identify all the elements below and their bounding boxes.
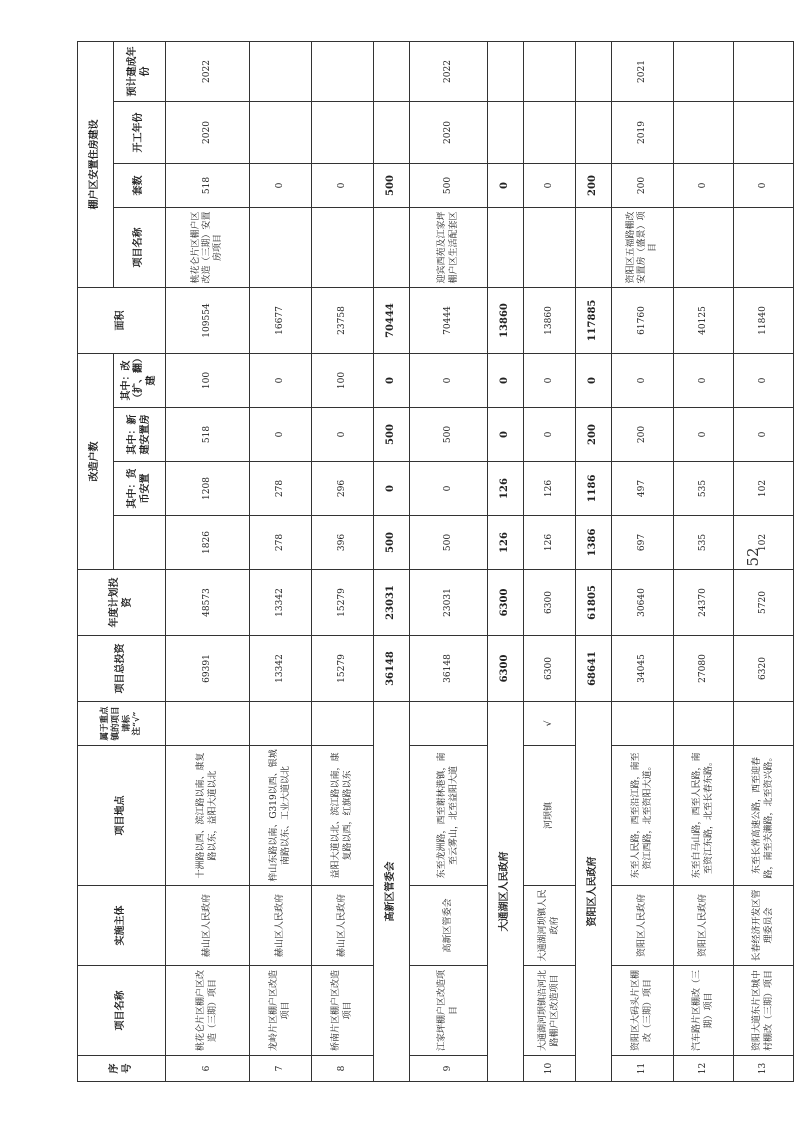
currency-cell: 497 [612, 462, 674, 516]
new-resettlement-cell: 518 [166, 408, 250, 462]
new-resettlement-cell: 0 [524, 408, 576, 462]
new-resettlement-cell: 0 [312, 408, 374, 462]
subject-cell: 赫山区人民政府 [250, 886, 312, 966]
new-resettlement-cell: 200 [612, 408, 674, 462]
units-cell: 0 [734, 164, 794, 208]
total-investment-cell: 13342 [250, 636, 312, 702]
start-year-cell [250, 102, 312, 164]
currency-cell: 102 [734, 462, 794, 516]
annual-investment-cell: 61805 [576, 570, 612, 636]
start-year-cell [674, 102, 734, 164]
seq-cell: 8 [312, 1056, 374, 1082]
currency-cell: 126 [488, 462, 524, 516]
annual-investment-cell: 48573 [166, 570, 250, 636]
header-res-name: 项目名称 [114, 208, 166, 288]
currency-cell: 296 [312, 462, 374, 516]
area-cell: 70444 [374, 288, 410, 354]
header-total-investment: 项目总投资 [78, 636, 166, 702]
res-name-cell: 资阳区五福路棚改安置房（盛景）项目 [612, 208, 674, 288]
annual-investment-cell: 13342 [250, 570, 312, 636]
households-cell: 500 [410, 516, 488, 570]
rebuild-cell: 0 [612, 354, 674, 408]
finish-year-cell [374, 42, 410, 102]
rebuild-cell: 0 [524, 354, 576, 408]
area-cell: 16677 [250, 288, 312, 354]
location-cell: 河坝镇 [524, 746, 576, 886]
project-name-cell: 桥南片区棚户区改造项目 [312, 966, 374, 1056]
households-cell: 500 [374, 516, 410, 570]
subtotal-row [576, 42, 612, 1082]
households-cell: 396 [312, 516, 374, 570]
finish-year-cell: 2021 [612, 42, 674, 102]
units-cell: 518 [166, 164, 250, 208]
rebuild-cell: 0 [488, 354, 524, 408]
rebuild-cell: 0 [250, 354, 312, 408]
project-name-cell: 资阳大道东片区城中村棚改（三期）项目 [734, 966, 794, 1056]
currency-cell: 126 [524, 462, 576, 516]
key-town-cell [312, 702, 374, 746]
rebuild-cell: 100 [312, 354, 374, 408]
header-subject: 实施主体 [78, 886, 166, 966]
header-units: 套数 [114, 164, 166, 208]
units-cell: 0 [312, 164, 374, 208]
households-cell: 102 [734, 516, 794, 570]
annual-investment-cell: 5720 [734, 570, 794, 636]
households-cell: 535 [674, 516, 734, 570]
start-year-cell [524, 102, 576, 164]
header-area: 面积 [78, 288, 166, 354]
area-cell: 109554 [166, 288, 250, 354]
area-cell: 11840 [734, 288, 794, 354]
res-name-cell [734, 208, 794, 288]
location-cell: 十洲路以西、滨江路以南、康复路以东，益阳大道以北 [166, 746, 250, 886]
start-year-cell [488, 102, 524, 164]
annual-investment-cell: 6300 [488, 570, 524, 636]
subtotal-label: 大通湖区人民政府 [488, 702, 524, 1082]
seq-cell: 9 [410, 1056, 488, 1082]
start-year-cell [312, 102, 374, 164]
new-resettlement-cell: 200 [576, 408, 612, 462]
res-name-cell: 迎宾西苑及江家坪棚户区生活配套区 [410, 208, 488, 288]
finish-year-cell [734, 42, 794, 102]
total-investment-cell: 34045 [612, 636, 674, 702]
subject-cell: 赫山区人民政府 [312, 886, 374, 966]
subtotal-row [374, 42, 410, 1082]
finish-year-cell: 2022 [166, 42, 250, 102]
header-households: 改造户数 [78, 354, 114, 570]
table-row [524, 42, 576, 1082]
res-name-cell [488, 208, 524, 288]
header-households-total [114, 516, 166, 570]
finish-year-cell: 2022 [410, 42, 488, 102]
rebuild-cell: 0 [734, 354, 794, 408]
header-currency: 其中：货币安置 [114, 462, 166, 516]
units-cell: 500 [374, 164, 410, 208]
new-resettlement-cell: 500 [410, 408, 488, 462]
annual-investment-cell: 23031 [410, 570, 488, 636]
total-investment-cell: 6300 [488, 636, 524, 702]
units-cell: 200 [612, 164, 674, 208]
key-town-cell [250, 702, 312, 746]
area-cell: 117885 [576, 288, 612, 354]
subtotal-label: 高新区管委会 [374, 702, 410, 1082]
total-investment-cell: 36148 [374, 636, 410, 702]
shantytown-project-table [77, 41, 794, 1082]
subject-cell: 大通湖河坝镇人民政府 [524, 886, 576, 966]
rebuild-cell: 0 [410, 354, 488, 408]
key-town-cell [166, 702, 250, 746]
subtotal-row [488, 42, 524, 1082]
start-year-cell: 2020 [166, 102, 250, 164]
units-cell: 0 [488, 164, 524, 208]
project-name-cell: 江家坪棚户区改造项目 [410, 966, 488, 1056]
households-cell: 278 [250, 516, 312, 570]
annual-investment-cell: 24370 [674, 570, 734, 636]
table-row [612, 42, 674, 1082]
total-investment-cell: 27080 [674, 636, 734, 702]
start-year-cell: 2019 [612, 102, 674, 164]
subject-cell: 资阳区人民政府 [674, 886, 734, 966]
new-resettlement-cell: 0 [250, 408, 312, 462]
key-town-cell [734, 702, 794, 746]
header-location: 项目地点 [78, 746, 166, 886]
header-seq: 序号 [78, 1056, 166, 1082]
header-rebuild: 其中：改（扩、翻）建 [114, 354, 166, 408]
currency-cell: 1208 [166, 462, 250, 516]
finish-year-cell [312, 42, 374, 102]
res-name-cell [374, 208, 410, 288]
table-row [410, 42, 488, 1082]
rebuild-cell: 0 [374, 354, 410, 408]
finish-year-cell [674, 42, 734, 102]
header-name: 项目名称 [78, 966, 166, 1056]
subject-cell: 高新区管委会 [410, 886, 488, 966]
res-name-cell [312, 208, 374, 288]
res-name-cell [524, 208, 576, 288]
area-cell: 13860 [524, 288, 576, 354]
start-year-cell [734, 102, 794, 164]
start-year-cell: 2020 [410, 102, 488, 164]
total-investment-cell: 36148 [410, 636, 488, 702]
total-investment-cell: 68641 [576, 636, 612, 702]
seq-cell: 12 [674, 1056, 734, 1082]
location-cell: 益阳大道以北、滨江路以南，康复路以西，红旗路以东 [312, 746, 374, 886]
rebuild-cell: 0 [674, 354, 734, 408]
total-investment-cell: 6300 [524, 636, 576, 702]
new-resettlement-cell: 0 [488, 408, 524, 462]
header-finish-year: 预计建成年份 [114, 42, 166, 102]
total-investment-cell: 15279 [312, 636, 374, 702]
finish-year-cell [524, 42, 576, 102]
seq-cell: 6 [166, 1056, 250, 1082]
project-name-cell: 龙岭片区棚户区改造项目 [250, 966, 312, 1056]
units-cell: 0 [674, 164, 734, 208]
rebuild-cell: 0 [576, 354, 612, 408]
households-cell: 126 [524, 516, 576, 570]
currency-cell: 278 [250, 462, 312, 516]
seq-cell: 11 [612, 1056, 674, 1082]
households-cell: 1386 [576, 516, 612, 570]
start-year-cell [576, 102, 612, 164]
seq-cell: 10 [524, 1056, 576, 1082]
subject-cell: 资阳区人民政府 [612, 886, 674, 966]
location-cell: 东至长常高速公路，西至迎春路，南至关濑路，北至资兴路。 [734, 746, 794, 886]
page-number: 52 [744, 547, 762, 567]
finish-year-cell [488, 42, 524, 102]
key-town-cell [612, 702, 674, 746]
area-cell: 70444 [410, 288, 488, 354]
finish-year-cell [576, 42, 612, 102]
rotated-page [77, 42, 774, 1082]
project-name-cell: 汽车路片区棚改（三期）项目 [674, 966, 734, 1056]
header-key-town: 属于重点镇的项目请标注“√” [78, 702, 166, 746]
location-cell: 东至龙洲路，西至谢林港镇，南至云雾山，北至益阳大道 [410, 746, 488, 886]
currency-cell: 0 [374, 462, 410, 516]
subtotal-label: 资阳区人民政府 [576, 702, 612, 1082]
subject-cell: 赫山区人民政府 [166, 886, 250, 966]
total-investment-cell: 69391 [166, 636, 250, 702]
res-name-cell [576, 208, 612, 288]
rebuild-cell: 100 [166, 354, 250, 408]
households-cell: 1826 [166, 516, 250, 570]
finish-year-cell [250, 42, 312, 102]
table-row [250, 42, 312, 1082]
units-cell: 0 [524, 164, 576, 208]
project-name-cell: 大通湖河坝镇沿河北路棚户区改造项目 [524, 966, 576, 1056]
table-row [312, 42, 374, 1082]
table-row [674, 42, 734, 1082]
area-cell: 40125 [674, 288, 734, 354]
key-town-cell [674, 702, 734, 746]
header-start-year: 开工年份 [114, 102, 166, 164]
location-cell: 东至人民路，西至沿江路，南至资江西路，北至资阳大道。 [612, 746, 674, 886]
new-resettlement-cell: 0 [674, 408, 734, 462]
res-name-cell [674, 208, 734, 288]
table-row [166, 42, 250, 1082]
units-cell: 0 [250, 164, 312, 208]
units-cell: 500 [410, 164, 488, 208]
households-cell: 697 [612, 516, 674, 570]
new-resettlement-cell: 500 [374, 408, 410, 462]
seq-cell: 13 [734, 1056, 794, 1082]
households-cell: 126 [488, 516, 524, 570]
table-row [734, 42, 794, 1082]
annual-investment-cell: 23031 [374, 570, 410, 636]
annual-investment-cell: 30640 [612, 570, 674, 636]
units-cell: 200 [576, 164, 612, 208]
seq-cell: 7 [250, 1056, 312, 1082]
new-resettlement-cell: 0 [734, 408, 794, 462]
project-name-cell: 资阳区大码头片区棚改（三期）项目 [612, 966, 674, 1056]
key-town-cell [410, 702, 488, 746]
area-cell: 13860 [488, 288, 524, 354]
res-name-cell [250, 208, 312, 288]
annual-investment-cell: 6300 [524, 570, 576, 636]
res-name-cell: 桃花仑片区棚户区改造（三期）安置房项目 [166, 208, 250, 288]
header-resettlement-group: 棚户区安置住房建设 [78, 42, 114, 288]
area-cell: 23758 [312, 288, 374, 354]
location-cell: 梓山东路以南、G319以西、银城南路以东、工业大道以北 [250, 746, 312, 886]
currency-cell: 535 [674, 462, 734, 516]
header-new-resettlement: 其中：新建安置房 [114, 408, 166, 462]
start-year-cell [374, 102, 410, 164]
project-name-cell: 桃花仑片区棚户区改造（三期）项目 [166, 966, 250, 1056]
annual-investment-cell: 15279 [312, 570, 374, 636]
total-investment-cell: 6320 [734, 636, 794, 702]
location-cell: 东至白马山路，西至人民路，南至资江东路，北至长春东路。 [674, 746, 734, 886]
currency-cell: 1186 [576, 462, 612, 516]
area-cell: 61760 [612, 288, 674, 354]
currency-cell: 0 [410, 462, 488, 516]
header-annual-investment: 年度计划投资 [78, 570, 166, 636]
key-town-cell: √ [524, 702, 576, 746]
subject-cell: 长春经济开发区管理委员会 [734, 886, 794, 966]
